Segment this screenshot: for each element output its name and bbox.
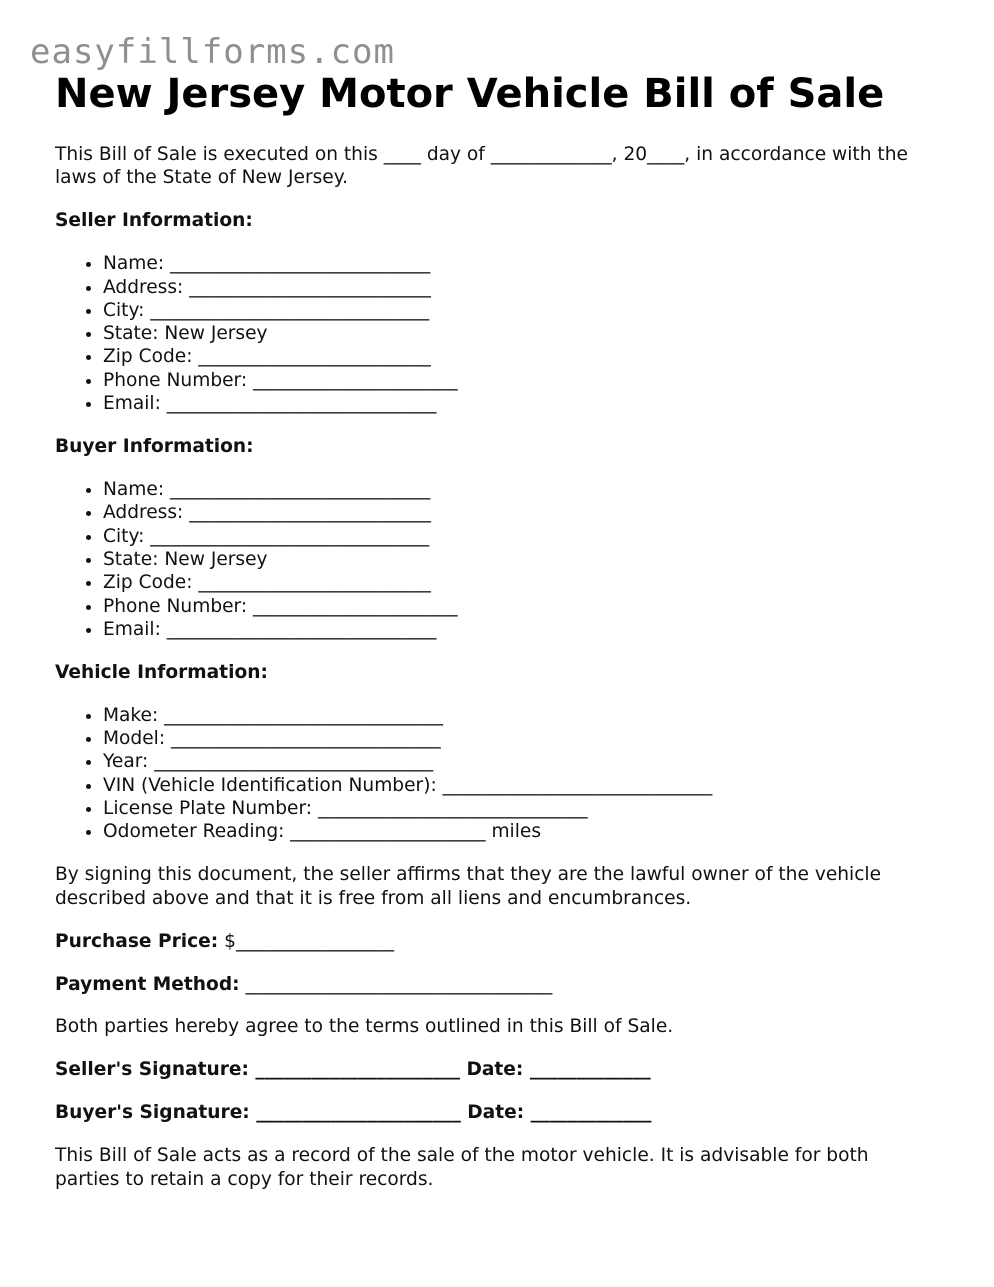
seller-fields bbox=[55, 252, 935, 415]
vehicle-make-field[interactable]: • Make: ______________________________ bbox=[103, 704, 935, 727]
payment-method-field[interactable]: _________________________________ bbox=[239, 973, 553, 995]
buyer-email-field[interactable]: • Email: _____________________________ bbox=[103, 618, 935, 641]
buyer-fields bbox=[55, 478, 935, 641]
purchase-price-label: Purchase Price: bbox=[55, 930, 219, 952]
vehicle-fields bbox=[55, 704, 935, 844]
document-body bbox=[55, 143, 935, 1211]
buyer-address-field[interactable]: • Address: __________________________ bbox=[103, 501, 935, 524]
buyer-heading: Buyer Information: bbox=[55, 436, 254, 458]
page-title: New Jersey Motor Vehicle Bill of Sale bbox=[55, 71, 885, 117]
watermark: easyfillforms.com bbox=[30, 32, 395, 72]
vehicle-year-field[interactable]: • Year: ______________________________ bbox=[103, 750, 935, 773]
seller-email-field[interactable]: • Email: _____________________________ bbox=[103, 392, 935, 415]
payment-method-row bbox=[55, 973, 935, 996]
buyer-state-field: • State: New Jersey bbox=[103, 548, 935, 571]
vehicle-heading: Vehicle Information: bbox=[55, 661, 268, 683]
affirmation-paragraph: By signing this document, the seller affirms that they are the lawful owner of the vehicle described above and that it is free from all liens and encumbrances. bbox=[55, 864, 882, 909]
seller-signature-row[interactable]: Seller's Signature: ______________________ Date: _____________ bbox=[55, 1059, 651, 1081]
seller-zip-field[interactable]: • Zip Code: _________________________ bbox=[103, 345, 935, 368]
seller-heading: Seller Information: bbox=[55, 210, 253, 232]
vehicle-model-field[interactable]: • Model: _____________________________ bbox=[103, 727, 935, 750]
seller-city-field[interactable]: • City: ______________________________ bbox=[103, 299, 935, 322]
buyer-phone-field[interactable]: • Phone Number: ______________________ bbox=[103, 595, 935, 618]
vehicle-vin-field[interactable]: • VIN (Vehicle Identification Number): _____________________________ bbox=[103, 774, 935, 797]
intro-paragraph: This Bill of Sale is executed on this ____ day of _____________, 20____, in accordance with the laws of the State of New Jersey. bbox=[55, 144, 908, 189]
seller-address-field[interactable]: • Address: __________________________ bbox=[103, 276, 935, 299]
purchase-price-field[interactable]: $_________________ bbox=[218, 930, 395, 952]
buyer-city-field[interactable]: • City: ______________________________ bbox=[103, 525, 935, 548]
closing-paragraph: This Bill of Sale acts as a record of the sale of the motor vehicle. It is advisable for both parties to retain a copy for their records. bbox=[55, 1145, 869, 1190]
purchase-price-row bbox=[55, 930, 935, 953]
vehicle-odometer-field[interactable]: • Odometer Reading: _____________________ miles bbox=[103, 820, 935, 843]
payment-method-label: Payment Method: bbox=[55, 973, 240, 995]
seller-state-field: • State: New Jersey bbox=[103, 322, 935, 345]
buyer-signature-row[interactable]: Buyer's Signature: ______________________ Date: _____________ bbox=[55, 1102, 652, 1124]
agreement-paragraph: Both parties hereby agree to the terms outlined in this Bill of Sale. bbox=[55, 1016, 674, 1038]
buyer-name-field[interactable]: • Name: ____________________________ bbox=[103, 478, 935, 501]
seller-phone-field[interactable]: • Phone Number: ______________________ bbox=[103, 369, 935, 392]
seller-name-field[interactable]: • Name: ____________________________ bbox=[103, 252, 935, 275]
vehicle-plate-field[interactable]: • License Plate Number: _____________________________ bbox=[103, 797, 935, 820]
buyer-zip-field[interactable]: • Zip Code: _________________________ bbox=[103, 571, 935, 594]
